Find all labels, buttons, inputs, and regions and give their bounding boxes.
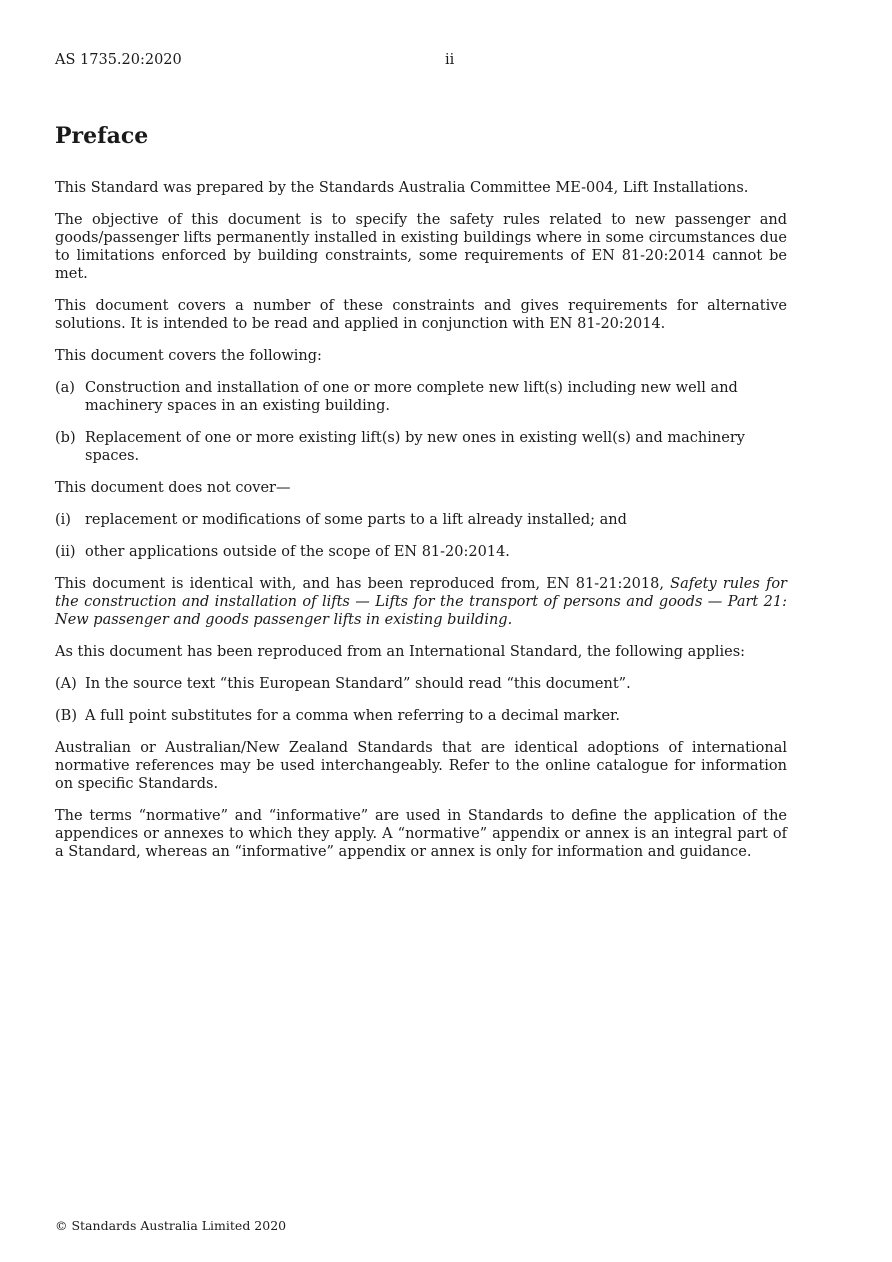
list-item-text: Replacement of one or more existing lift(s) by new ones in existing well(s) and machinery spaces. bbox=[85, 430, 745, 464]
list-item bbox=[55, 379, 787, 415]
list-item bbox=[55, 675, 787, 693]
paragraph: The objective of this document is to specify the safety rules related to new passenger and goods/passenger lifts permanently installed in existing buildings where in some circumstances due to limitations enforced by building constraints, some requirements of EN 81-20:2014 cannot be met. bbox=[55, 212, 787, 282]
list-marker: (ii) bbox=[55, 544, 76, 560]
list-item-text: other applications outside of the scope of EN 81-20:2014. bbox=[85, 544, 510, 560]
list-marker: (b) bbox=[55, 430, 76, 446]
paragraph: As this document has been reproduced from an International Standard, the following applies: bbox=[55, 644, 746, 660]
page-header bbox=[55, 52, 787, 72]
page-number: ii bbox=[445, 52, 455, 68]
list-item-text: Construction and installation of one or more complete new lift(s) including new well and machinery spaces in an existing building. bbox=[85, 380, 738, 414]
main-content bbox=[55, 123, 787, 875]
list-item bbox=[55, 511, 787, 529]
paragraph: This document covers a number of these constraints and gives requirements for alternative solutions. It is intended to be read and applied in conjunction with EN 81-20:2014. bbox=[55, 298, 787, 332]
list-item-text: replacement or modifications of some parts to a lift already installed; and bbox=[85, 512, 627, 528]
list-marker: (A) bbox=[55, 676, 77, 692]
list-item-text: A full point substitutes for a comma when referring to a decimal marker. bbox=[85, 708, 620, 724]
paragraph bbox=[55, 575, 787, 629]
paragraph: Australian or Australian/New Zealand Standards that are identical adoptions of international normative references may be used interchangeably. Refer to the online catalogue for information on specific Standards. bbox=[55, 740, 787, 792]
list-marker: (i) bbox=[55, 512, 71, 528]
paragraph: This document does not cover— bbox=[55, 480, 291, 496]
list-marker: (a) bbox=[55, 380, 75, 396]
document-id: AS 1735.20:2020 bbox=[55, 52, 182, 68]
list-item bbox=[55, 707, 787, 725]
list-item bbox=[55, 543, 787, 561]
paragraph: This document covers the following: bbox=[55, 348, 322, 364]
paragraph-text: This document is identical with, and has been reproduced from, EN 81-21:2018, bbox=[55, 576, 671, 592]
copyright-footer: © Standards Australia Limited 2020 bbox=[55, 1218, 287, 1233]
list-item-text: In the source text “this European Standard” should read “this document”. bbox=[85, 676, 631, 692]
paragraph: The terms “normative” and “informative” are used in Standards to define the application of the appendices or annexes to which they apply. A “normative” appendix or annex is an integral part of a Standard, whereas an “informative” appendix or annex is only for information and guidance. bbox=[55, 808, 787, 860]
standard-title-italic: Safety rules for the construction and installation of lifts — Lifts for the transport of persons and goods — Part 21: New passenger and goods passenger lifts in existing building. bbox=[55, 576, 787, 628]
page-title: Preface bbox=[55, 123, 149, 149]
paragraph: This Standard was prepared by the Standards Australia Committee ME-004, Lift Installations. bbox=[55, 180, 749, 196]
list-item bbox=[55, 429, 787, 465]
list-marker: (B) bbox=[55, 708, 77, 724]
